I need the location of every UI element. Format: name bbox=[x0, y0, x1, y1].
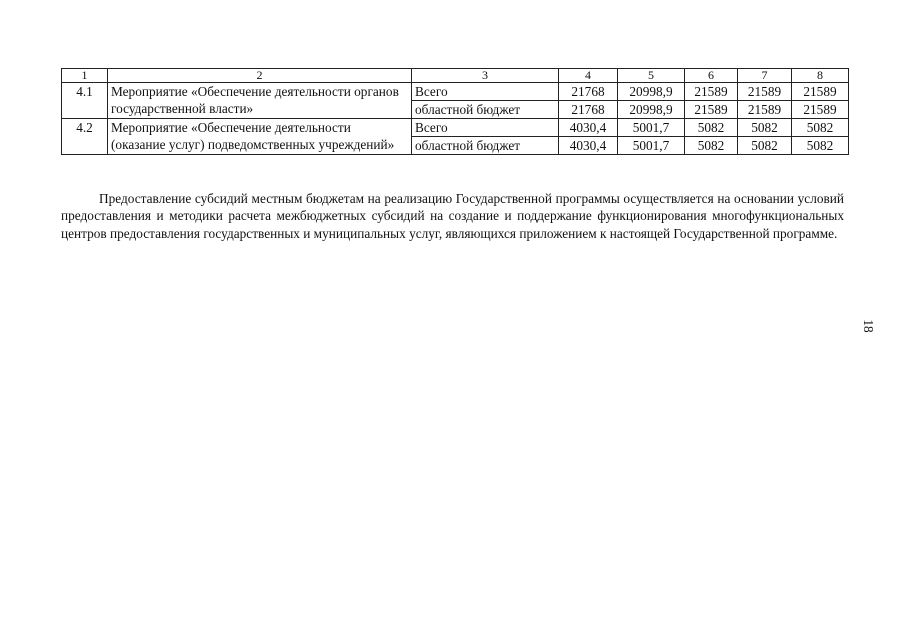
value-cell: 21589 bbox=[738, 83, 792, 101]
table-row bbox=[62, 83, 849, 101]
value-cell: 5001,7 bbox=[618, 137, 685, 155]
value-cell: 5001,7 bbox=[618, 119, 685, 137]
value-cell: 5082 bbox=[685, 119, 738, 137]
funding-source: областной бюджет bbox=[412, 101, 559, 119]
column-header-4: 4 bbox=[559, 69, 618, 83]
column-header-8: 8 bbox=[792, 69, 849, 83]
activity-name: Мероприятие «Обеспечение деятельности (оказание услуг) подведомственных учреждений» bbox=[108, 119, 412, 155]
activity-name: Мероприятие «Обеспечение деятельности органов государственной власти» bbox=[108, 83, 412, 119]
funding-source: Всего bbox=[412, 119, 559, 137]
page-number: 18 bbox=[861, 319, 876, 333]
column-header-6: 6 bbox=[685, 69, 738, 83]
table-header-row bbox=[62, 69, 849, 83]
table-row bbox=[62, 119, 849, 137]
value-cell: 20998,9 bbox=[618, 83, 685, 101]
column-header-5: 5 bbox=[618, 69, 685, 83]
value-cell: 5082 bbox=[792, 119, 849, 137]
value-cell: 5082 bbox=[792, 137, 849, 155]
value-cell: 21589 bbox=[685, 101, 738, 119]
funding-source: Всего bbox=[412, 83, 559, 101]
body-paragraph: Предоставление субсидий местным бюджетам на реализацию Государственной программы осуществляется на основании условий предоставления и методики расчета межбюджетных субсидий на создание и поддержание функционирования многофункциональных центров предоставления государственных и муниципальных услуг, являющихся приложением к настоящей Государственной программе. bbox=[61, 191, 844, 241]
value-cell: 21589 bbox=[792, 83, 849, 101]
value-cell: 21589 bbox=[738, 101, 792, 119]
value-cell: 21589 bbox=[685, 83, 738, 101]
column-header-1: 1 bbox=[62, 69, 108, 83]
value-cell: 5082 bbox=[685, 137, 738, 155]
value-cell: 21589 bbox=[792, 101, 849, 119]
column-header-3: 3 bbox=[412, 69, 559, 83]
column-header-7: 7 bbox=[738, 69, 792, 83]
column-header-2: 2 bbox=[108, 69, 412, 83]
value-cell: 4030,4 bbox=[559, 137, 618, 155]
value-cell: 4030,4 bbox=[559, 119, 618, 137]
value-cell: 5082 bbox=[738, 137, 792, 155]
value-cell: 21768 bbox=[559, 83, 618, 101]
funding-source: областной бюджет bbox=[412, 137, 559, 155]
row-number: 4.1 bbox=[62, 83, 108, 119]
value-cell: 21768 bbox=[559, 101, 618, 119]
value-cell: 20998,9 bbox=[618, 101, 685, 119]
value-cell: 5082 bbox=[738, 119, 792, 137]
row-number: 4.2 bbox=[62, 119, 108, 155]
budget-table bbox=[61, 68, 849, 155]
